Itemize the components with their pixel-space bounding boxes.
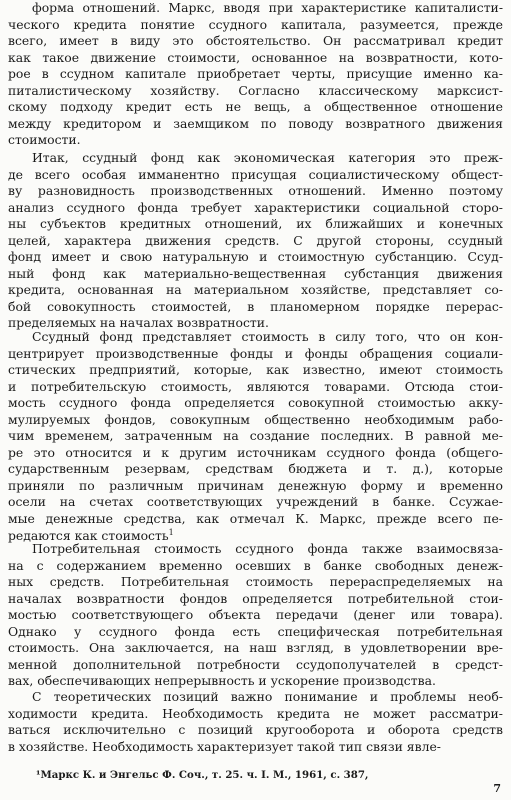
text-line: мостью соответствующего объекта передачи (денег или товара).: [8, 607, 503, 623]
text-line: де всего особая имманентно присущая социалистическому общест-: [8, 166, 503, 182]
paragraph-4: [8, 541, 503, 690]
paragraph-5: [8, 689, 503, 755]
text-line: ву разновидность производственных отношений. Именно поэтому: [8, 183, 503, 199]
text-line: началах возвратности фондов определяется потребительной стои-: [8, 590, 503, 606]
text-line: анализ ссудного фонда требует характеристики социальной сторо-: [8, 199, 503, 215]
text-line: сударственным резервам, средствам бюджета и т. д.), которые: [8, 461, 503, 477]
text-line: стоимости.: [8, 132, 81, 148]
text-line: стических предприятий, которые, как известно, имеют стоимость: [8, 362, 503, 378]
text-line: мые денежные средства, как отмечал К. Маркс, прежде всего пе-: [8, 511, 503, 527]
text-line: вах, обеспечивающих непрерывность и ускорение производства.: [8, 673, 436, 689]
text-line: чим временем, затраченным на создание последних. В равной ме-: [8, 428, 503, 444]
page-number: 7: [493, 782, 501, 795]
text-line: и потребительскую стоимость, являются товарами. Отсюда стои-: [8, 378, 503, 394]
paragraph-3: [8, 329, 503, 544]
text-line: рое в ссудном капитале приобретает черты, присущие именно ка-: [8, 66, 503, 82]
text-line: бой совокупность стоимостей, в планомерном порядке перерас-: [8, 298, 503, 314]
text-line: ре это относится и к другим источникам ссудного фонда (общего-: [8, 444, 503, 460]
text-line: кредита, основанная на материальном хозяйстве, представляет со-: [8, 282, 503, 298]
footnote-marker: 1: [168, 527, 174, 537]
text-line: скому подходу кредит есть не вещь, а общественное отношение: [8, 99, 503, 115]
text-line: осели на счетах соответствующих учреждений в банке. Ссужае-: [8, 494, 503, 510]
text-line: ны субъектов кредитных отношений, их ближайших и конечных: [8, 216, 503, 232]
footnote: ¹Маркс К. и Энгельс Ф. Соч., т. 25. ч. I. М., 1961, с. 387,: [36, 769, 369, 781]
text-line: ный фонд как материально-вещественная субстанция движения: [8, 265, 503, 281]
text-line: мость ссудного фонда определяется совокупной стоимостью акку-: [8, 395, 503, 411]
text-line: форма отношений. Маркс, вводя при характеристике капиталисти-: [32, 0, 503, 15]
text-line: Итак, ссудный фонд как экономическая категория это преж-: [32, 150, 503, 165]
paragraph-2: [8, 150, 503, 332]
text-line: Ссудный фонд представляет стоимость в силу того, что он кон-: [32, 329, 503, 344]
text-line: ных средств. Потребительная стоимость перераспределяемых на: [8, 574, 503, 590]
text-line: как такое движение стоимости, основанное на возвратности, кото-: [8, 49, 503, 65]
text-line: питалистическому хозяйству. Согласно классическому марксист-: [8, 82, 503, 98]
text-line: фонд имеет и свою натуральную и стоимостную субстанцию. Ссуд-: [8, 249, 503, 265]
text-line: целей, характера движения средств. С другой стороны, ссудный: [8, 232, 503, 248]
paragraph-1: [8, 0, 503, 149]
text-line: Однако у ссудного фонда есть специфическая потребительная: [8, 623, 503, 639]
text-line: между кредитором и заемщиком по поводу возвратного движения: [8, 115, 503, 131]
text-line: всего, имеет в виду это обстоятельство. Он рассматривал кредит: [8, 33, 503, 49]
text-line: редаются как стоимость$^1$: [8, 527, 174, 543]
text-line: ходимости кредита. Необходимость кредита не может рассматри-: [8, 705, 503, 721]
text-line: ческого кредита понятие ссудного капитала, разумеется, прежде: [8, 16, 503, 32]
text-line: на с содержанием временно осевших в банке свободных денеж-: [8, 557, 503, 573]
text-line: С теоретических позиций важно понимание и проблемы необ-: [32, 689, 503, 704]
text-line: стоимость. Она заключается, на наш взгляд, в удовлетворении вре-: [8, 640, 503, 656]
text-line: менной дополнительной потребности ссудополучателей в средст-: [8, 656, 503, 672]
text-line: центрирует производственные фонды и фонды обращения социали-: [8, 345, 503, 361]
text-line: мулируемых фондов, совокупным общественно необходимым рабо-: [8, 411, 503, 427]
text-line: в хозяйстве. Необходимость характеризует такой тип связи явле-: [8, 738, 441, 754]
text-line: Потребительная стоимость ссудного фонда также взаимосвяза-: [32, 541, 503, 556]
text-line: приняли по различным причинам денежную форму и временно: [8, 477, 503, 493]
text-line: ваться исключительно с позиций кругооборота и оборота средств: [8, 722, 503, 738]
text-line: пределяемых на началах возвратности.: [8, 315, 269, 331]
